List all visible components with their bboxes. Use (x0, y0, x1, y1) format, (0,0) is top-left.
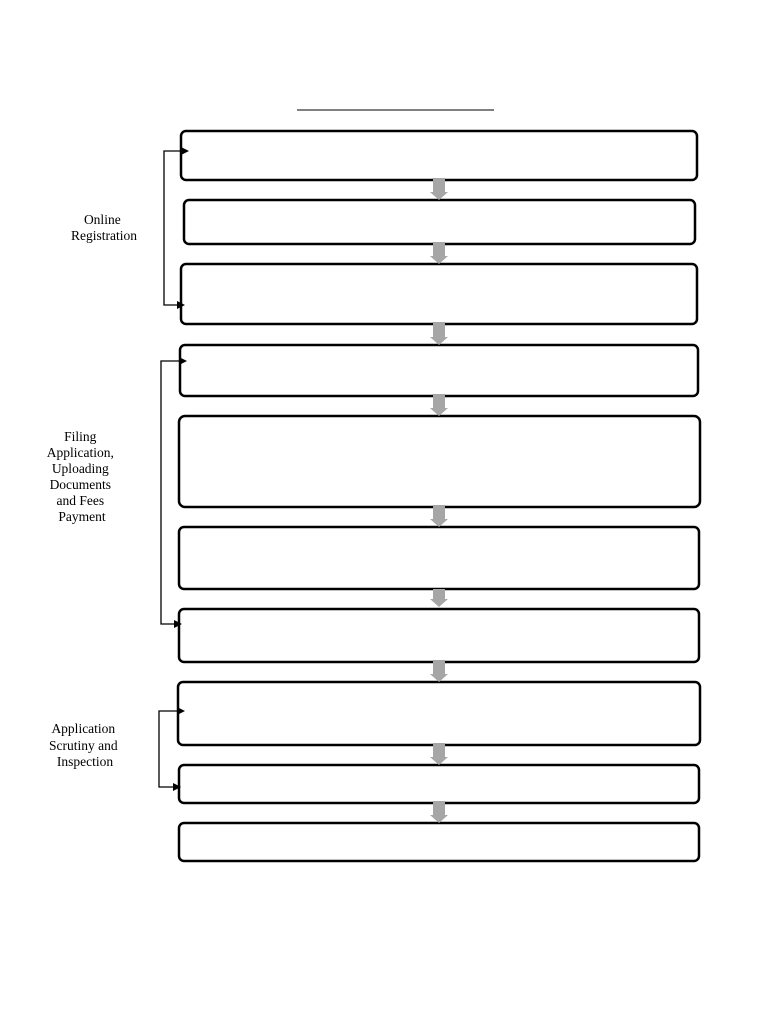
flow-step-box-2 (184, 200, 695, 244)
flow-step-box-8 (178, 682, 700, 745)
flow-step-box-9 (179, 765, 699, 803)
flow-arrow-9 (430, 801, 448, 823)
flow-arrow-7 (430, 660, 448, 682)
group-label-filing-application: Filing Application, Uploading Documents and Fees Payment (46, 429, 114, 524)
flow-arrow-5 (430, 505, 448, 527)
flow-step-box-4 (180, 345, 698, 396)
group-label-online-registration: Online Registration (71, 212, 137, 243)
flow-arrow-8 (430, 743, 448, 765)
flow-step-box-1 (181, 131, 697, 180)
flow-step-box-3 (181, 264, 697, 324)
group-label-application-scrutiny: Application Scrutiny and Inspection (49, 721, 118, 769)
flow-arrow-2 (430, 242, 448, 264)
flow-arrow-3 (430, 322, 448, 345)
flow-arrow-4 (430, 394, 448, 416)
flow-arrow-1 (430, 178, 448, 200)
flow-step-box-10 (179, 823, 699, 861)
flow-arrow-6 (430, 589, 448, 607)
flow-step-box-5 (179, 416, 700, 507)
flow-step-box-6 (179, 527, 699, 589)
flow-step-box-7 (179, 609, 699, 662)
